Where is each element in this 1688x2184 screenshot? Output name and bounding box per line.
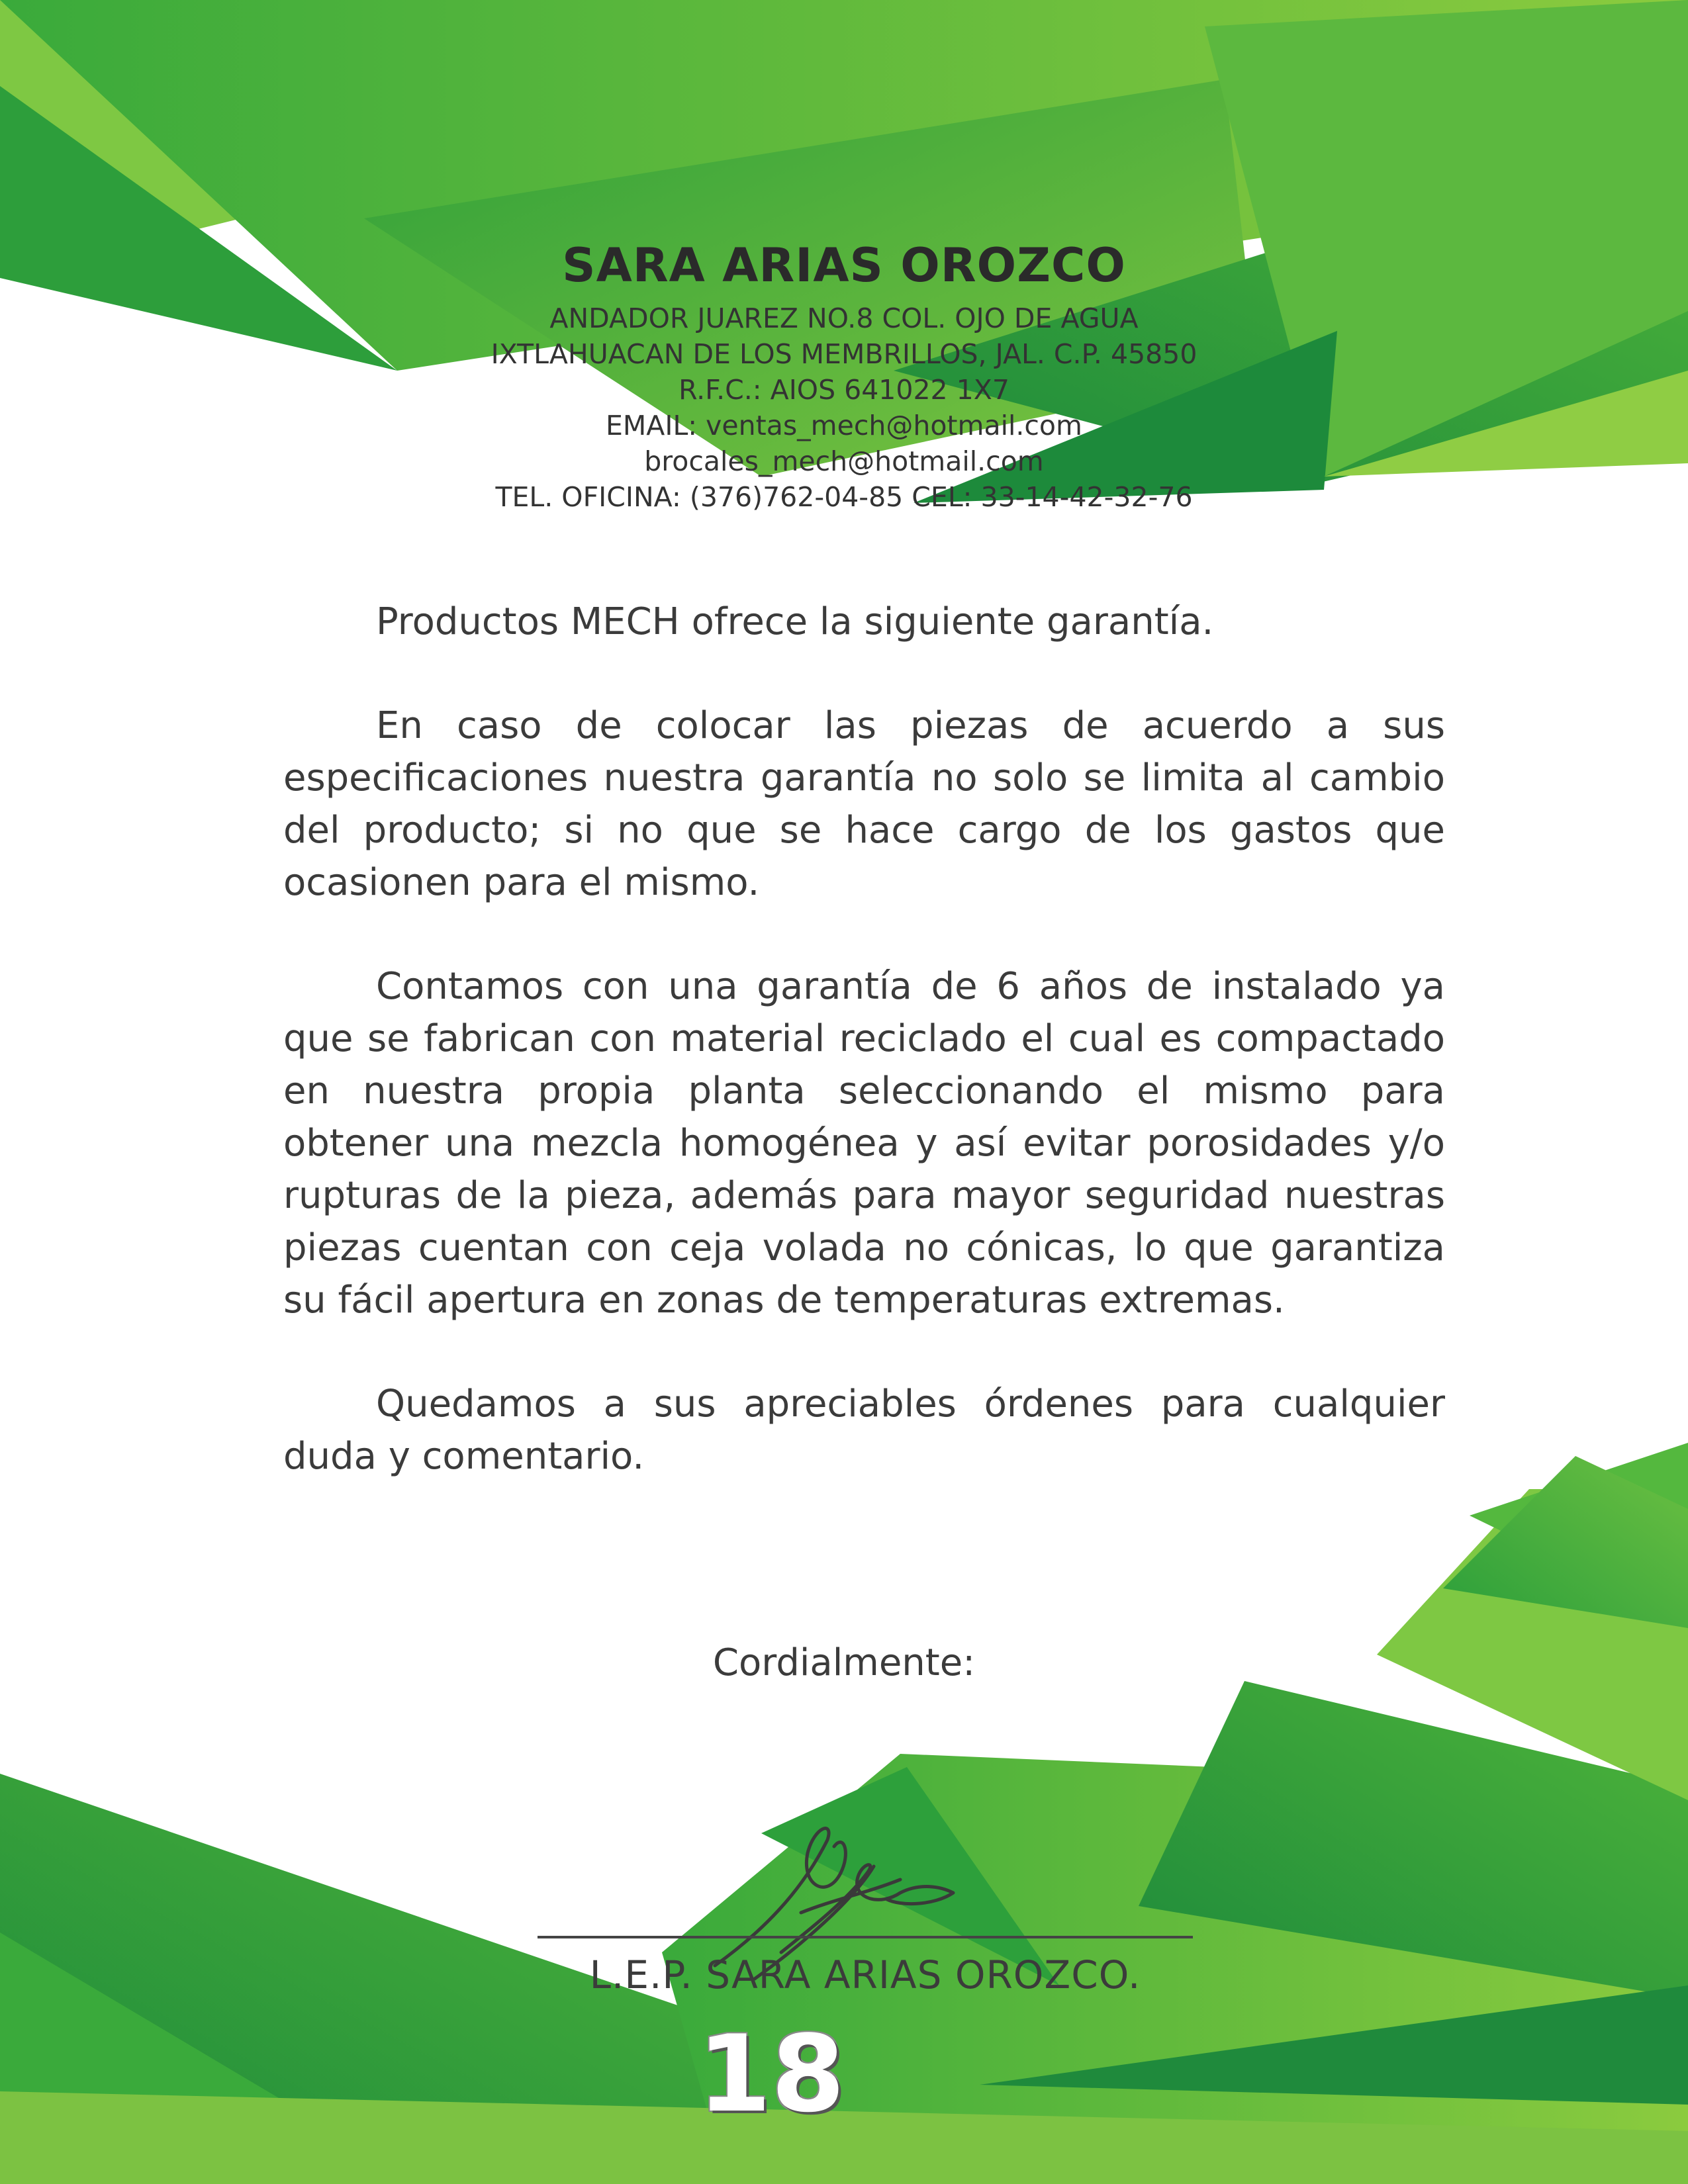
warranty-details-paragraph: Contamos con una garantía de 6 años de instalado ya que se fabrican con material reciclado el cual es compactado en nuestra propia planta seleccionando el mismo para obtener una mezcla homogénea y así evitar porosidades y/o rupturas de la pieza, además para mayor seguridad nuestras piezas cuentan con ceja volada no cónicas, lo que garantiza su fácil apertura en zonas de temperaturas extremas. [283,965,1445,1322]
signature-line [538,1936,1193,1938]
city-line: IXTLAHUACAN DE LOS MEMBRILLOS, JAL. C.P. 45850 [491,338,1197,370]
email-line: EMAIL: ventas_mech@hotmail.com [606,410,1082,441]
page-number: 18 [697,2012,845,2136]
rfc-line: R.F.C.: AIOS 641022 1X7 [679,374,1009,406]
address-line: ANDADOR JUAREZ NO.8 COL. OJO DE AGUA [549,302,1139,334]
closing-paragraph: Quedamos a sus apreciables órdenes para cualquier duda y comentario. [283,1383,1445,1478]
phone-line: TEL. OFICINA: (376)762-04-85 CEL: 33-14-42-32-76 [495,481,1193,513]
signatory-name: L.E.P. SARA ARIAS OROZCO. [589,1952,1141,1997]
letterhead [0,238,1688,515]
letter-body [283,596,1445,1482]
intro-paragraph: Productos MECH ofrece la siguiente garantía. [376,600,1214,643]
closing-salutation: Cordialmente: [712,1641,976,1684]
guarantee-paragraph: En caso de colocar las piezas de acuerdo a sus especificaciones nuestra garantía no solo se limita al cambio del producto; si no que se hace cargo de los gastos que ocasionen para el mismo. [283,704,1445,904]
company-name: SARA ARIAS OROZCO [562,238,1126,293]
email-line-2: brocales_mech@hotmail.com [644,445,1044,477]
